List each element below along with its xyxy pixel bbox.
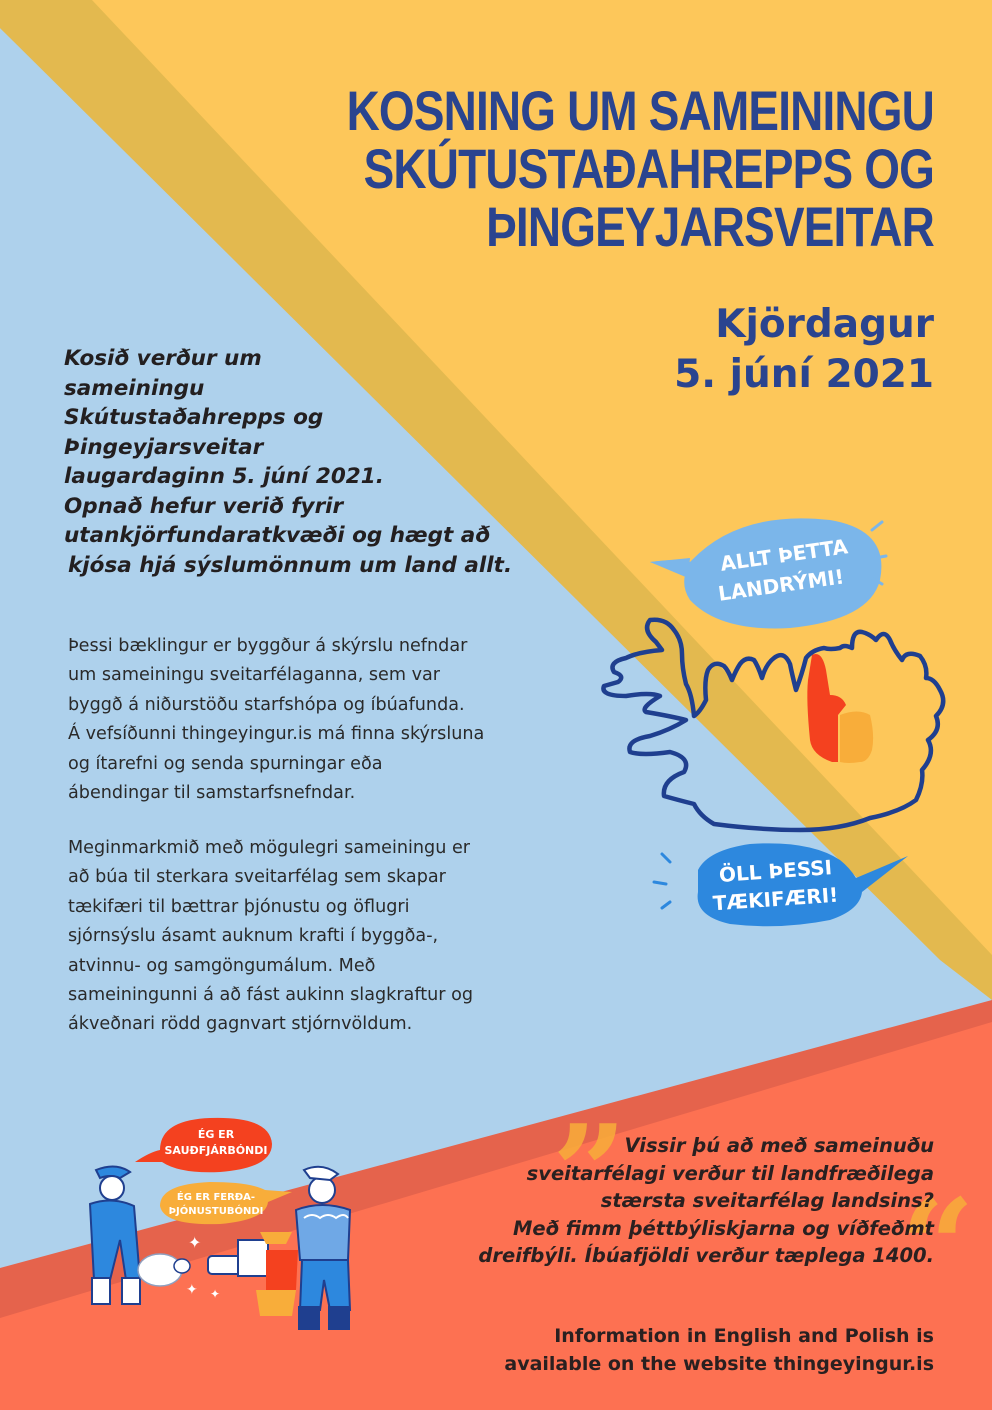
body-line: um sameiningu sveitarfélaganna, sem var (68, 665, 441, 686)
body-line: ábendingar til samstarfsnefndar. (68, 783, 356, 804)
page-title (344, 79, 934, 258)
sparkle-icon: ✦ (188, 1233, 202, 1252)
lead-line: laugardaginn 5. júní 2021. (64, 464, 384, 489)
body-line: Þessi bæklingur er byggður á skýrslu nefndar (68, 636, 468, 656)
iceland-map-icon (590, 500, 970, 950)
fact-line: dreifbýli. Íbúafjöldi verður tæplega 1400. (478, 1244, 934, 1267)
body-paragraph-1 (68, 632, 558, 808)
fact-line: sveitarfélagi verður til landfræðilega (526, 1161, 934, 1185)
sheep-figure (138, 1254, 190, 1286)
date-value: 5. júní 2021 (674, 352, 934, 397)
lead-line: Skútustaðahrepps og (64, 405, 324, 430)
svg-text:ÞJÓNUSTUBÓNDI: ÞJÓNUSTUBÓNDI (168, 1206, 264, 1217)
lead-line: Kosið verður um (64, 346, 262, 371)
election-date (674, 300, 934, 400)
fact-line: Vissir þú að með sameinuðu (624, 1134, 934, 1157)
body-line: og ítarefni og senda spurningar eða (68, 753, 383, 774)
body-line: sjórnsýslu ásamt auknum krafti í byggða-, (68, 926, 439, 947)
title-line-1: KOSNING UM SAMEININGU (346, 79, 934, 142)
svg-text:ÉG ER FERÐA-: ÉG ER FERÐA- (176, 1192, 256, 1203)
info-line: available on the website thingeyingur.is (504, 1353, 934, 1375)
photographer-figure (208, 1232, 298, 1316)
title-line-3: ÞINGEYJARSVEITAR (486, 195, 934, 258)
sparkle-icon: ✦ (186, 1282, 198, 1298)
fact-box (478, 1132, 934, 1270)
fact-line: Með fimm þéttbýliskjarna og víðfeðmt (512, 1216, 934, 1240)
lead-line: kjósa hjá sýslumönnum um land allt. (68, 552, 513, 578)
speech-bubble-yellow (160, 1182, 292, 1224)
info-line: Information in English and Polish is (554, 1325, 934, 1347)
svg-text:ALLT ÞETTA: ALLT ÞETTA (718, 534, 850, 576)
body-line: ákveðnari rödd gagnvart stjórnvöldum. (68, 1014, 413, 1035)
open-quote-icon: ” (552, 1096, 627, 1249)
svg-text:ÉG ER: ÉG ER (197, 1128, 235, 1141)
body-line: tækifæri til bættrar þjónustu og öflugri (68, 896, 410, 917)
body-line: atvinnu- og samgöngumálum. Með (68, 955, 376, 976)
fact-line: stærsta sveitarfélag landsins? (600, 1189, 934, 1212)
body-line: byggð á niðurstöðu starfshópa og íbúafunda. (68, 694, 465, 715)
speech-bubble-bottom (654, 843, 908, 926)
date-label: Kjördagur (715, 302, 934, 347)
svg-text:TÆKIFÆRI!: TÆKIFÆRI! (712, 882, 840, 916)
info-footer (504, 1322, 934, 1378)
lead-paragraph (64, 344, 544, 580)
title-line-2: SKÚTUSTAÐAHREPPS OG (363, 137, 934, 200)
farmers-illustration-icon (60, 1110, 360, 1350)
lead-line: Þingeyjarsveitar (64, 434, 264, 460)
sparkle-icon: ✦ (210, 1287, 221, 1301)
svg-text:LANDRÝMI!: LANDRÝMI! (716, 564, 846, 606)
tourism-farmer-figure (296, 1167, 350, 1330)
speech-bubble-red (135, 1118, 272, 1172)
body-line: Á vefsíðunni thingeyingur.is má finna skýrsluna (68, 724, 485, 745)
lead-line: sameiningu (64, 375, 205, 401)
body-line: Meginmarkmið með mögulegri sameiningu er (68, 838, 471, 858)
body-line: að búa til sterkara sveitarfélag sem skapar (68, 867, 446, 888)
svg-text:ÖLL ÞESSI: ÖLL ÞESSI (718, 855, 833, 887)
svg-text:SAUÐFJÁRBÓNDI: SAUÐFJÁRBÓNDI (164, 1144, 268, 1157)
speech-bubble-top (650, 518, 886, 628)
close-quote-icon: “ (900, 1170, 975, 1323)
body-line: sameiningunni á að fást aukinn slagkraftur og (68, 985, 474, 1006)
lead-line: Opnað hefur verið fyrir (64, 493, 344, 519)
lead-line: utankjörfundaratkvæði og hægt að (64, 523, 491, 548)
farmer-figure (90, 1166, 140, 1304)
body-paragraph-2 (68, 834, 558, 1040)
